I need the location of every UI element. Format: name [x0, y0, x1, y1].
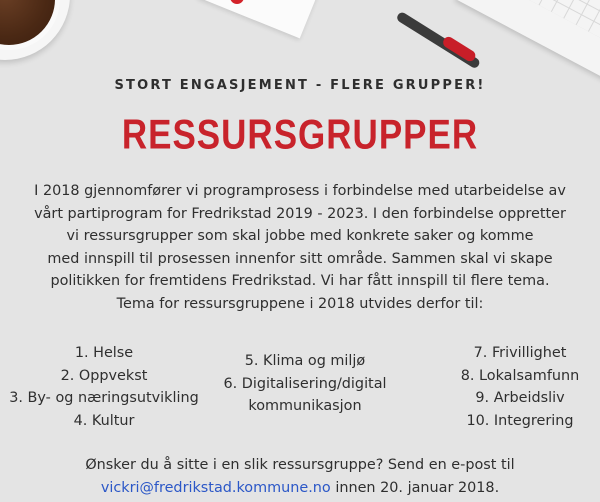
topic-item: 10. Integrering — [466, 412, 574, 429]
intro-line: politikken for fremtidens Fredrikstad. Vi har fått innspill til flere tema. — [50, 273, 550, 289]
topic-item: 9. Arbeidsliv — [475, 390, 565, 406]
intro-line: med innspill til prosessen innenfor sitt område. Sammen skal vi skape — [47, 250, 553, 267]
intro-line: I 2018 gjennomfører vi programprosess i forbindelse med utarbeidelse av — [34, 183, 566, 199]
deadline-text: innen 20. januar 2018. — [330, 479, 500, 496]
topic-column-1 — [0, 342, 208, 432]
topic-list — [0, 342, 600, 432]
topic-column-2 — [215, 350, 395, 418]
topic-item: 5. Klima og miljø — [244, 353, 366, 369]
intro-line: Tema for ressursgruppene i 2018 utvides derfor til: — [116, 295, 484, 312]
contact-footer — [0, 454, 600, 499]
intro-paragraph — [0, 180, 600, 315]
tagline: STORT ENGASJEMENT - FLERE GRUPPER! — [114, 78, 486, 93]
topic-item: 7. Frivillighet — [473, 345, 567, 361]
topic-column-3 — [425, 342, 600, 432]
topic-item: 4. Kultur — [73, 412, 135, 429]
topic-item: 3. By- og næringsutvikling — [9, 390, 199, 406]
intro-line: vårt partiprogram for Fredrikstad 2019 - 2023. I den forbindelse oppretter — [34, 205, 566, 222]
paper-sheet — [198, 0, 322, 38]
topic-item: 2. Oppvekst — [60, 367, 148, 384]
topic-item: 6. Digitalisering/digital — [223, 375, 387, 392]
email-link[interactable]: vickri@fredrikstad.kommune.no — [100, 479, 331, 496]
footer-line-2 — [0, 477, 600, 500]
topic-item: kommunikasjon — [248, 398, 362, 414]
intro-line: vi ressursgrupper som skal jobbe med konkrete saker og komme — [66, 228, 534, 244]
topic-item: 1. Helse — [74, 345, 134, 361]
coffee-cup-icon — [0, 0, 60, 50]
page-title: RESSURSGRUPPER — [121, 112, 479, 159]
topic-item: 8. Lokalsamfunn — [460, 367, 580, 384]
footer-line-1: Ønsker du å sitte i en slik ressursgruppe? Send en e-post til — [85, 457, 515, 473]
